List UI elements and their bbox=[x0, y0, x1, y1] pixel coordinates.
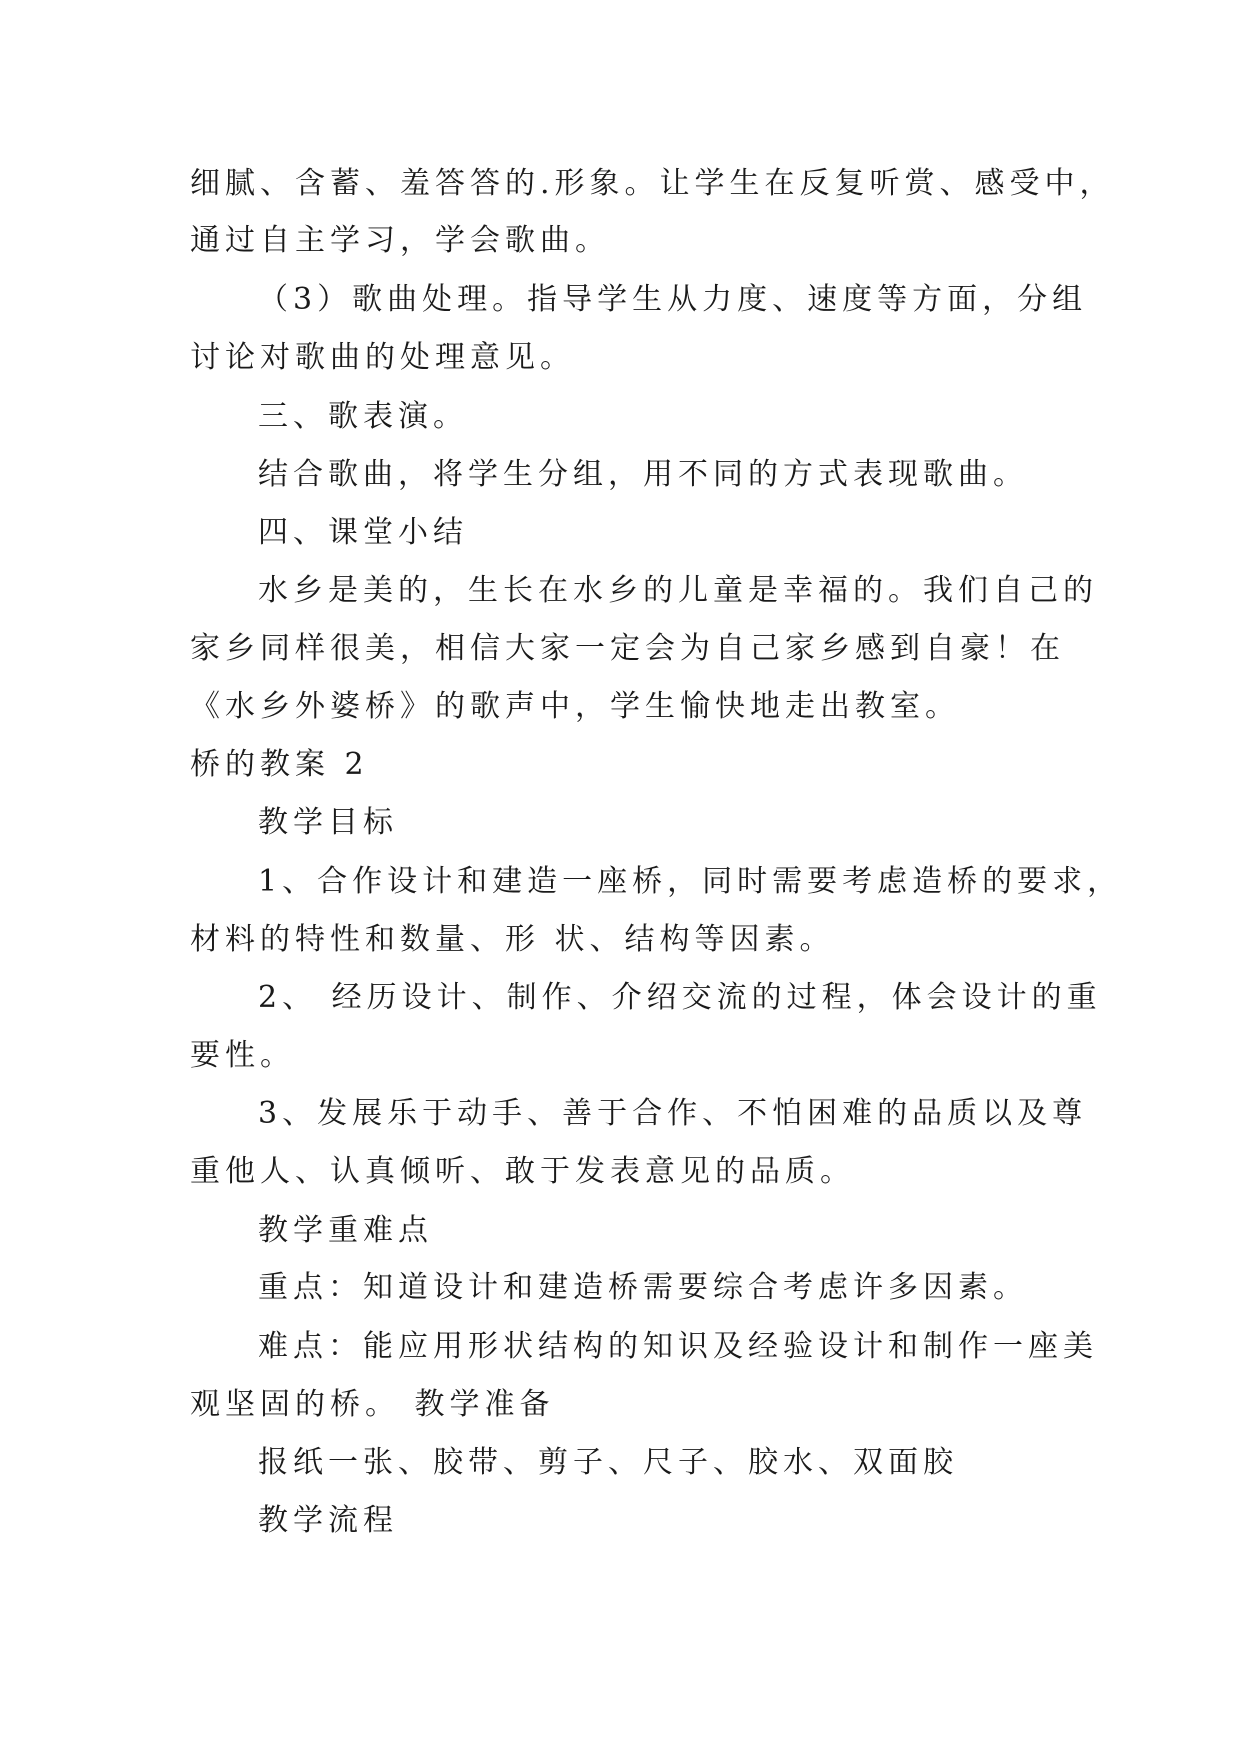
text-line: 观坚固的桥。 教学准备 bbox=[190, 1387, 555, 1422]
text-line: 重点：知道设计和建造桥需要综合考虑许多因素。 bbox=[258, 1270, 1028, 1305]
text-line: （3）歌曲处理。指导学生从力度、速度等方面，分组 bbox=[258, 282, 1088, 317]
text-line: 家乡同样很美，相信大家一定会为自己家乡感到自豪！在 bbox=[190, 631, 1065, 666]
section-heading: 教学流程 bbox=[258, 1503, 398, 1538]
section-heading: 教学目标 bbox=[258, 805, 398, 840]
text-line: 结合歌曲，将学生分组，用不同的方式表现歌曲。 bbox=[258, 457, 1028, 492]
text-line: 《水乡外婆桥》的歌声中，学生愉快地走出教室。 bbox=[190, 689, 960, 724]
text-line: 水乡是美的，生长在水乡的儿童是幸福的。我们自己的 bbox=[258, 573, 1098, 608]
section-heading: 四、课堂小结 bbox=[258, 515, 468, 550]
text-line: 报纸一张、胶带、剪子、尺子、胶水、双面胶 bbox=[258, 1445, 958, 1480]
document-title: 桥的教案 2 bbox=[190, 747, 369, 782]
text-line: 难点：能应用形状结构的知识及经验设计和制作一座美 bbox=[258, 1329, 1098, 1364]
text-line: 重他人、认真倾听、敢于发表意见的品质。 bbox=[190, 1154, 855, 1189]
text-line: 细腻、含蓄、羞答答的.形象。让学生在反复听赏、感受中， bbox=[190, 166, 1115, 201]
text-line: 要性。 bbox=[190, 1038, 295, 1073]
section-heading: 三、歌表演。 bbox=[258, 399, 468, 434]
section-heading: 教学重难点 bbox=[258, 1213, 433, 1248]
text-line: 1、合作设计和建造一座桥，同时需要考虑造桥的要求， bbox=[258, 864, 1123, 899]
text-line: 2、 经历设计、制作、介绍交流的过程，体会设计的重 bbox=[258, 980, 1102, 1015]
text-line: 材料的特性和数量、形 状、结构等因素。 bbox=[190, 922, 835, 957]
text-line: 讨论对歌曲的处理意见。 bbox=[190, 340, 575, 375]
text-line: 通过自主学习，学会歌曲。 bbox=[190, 223, 610, 258]
text-line: 3、发展乐于动手、善于合作、不怕困难的品质以及尊 bbox=[258, 1096, 1088, 1131]
